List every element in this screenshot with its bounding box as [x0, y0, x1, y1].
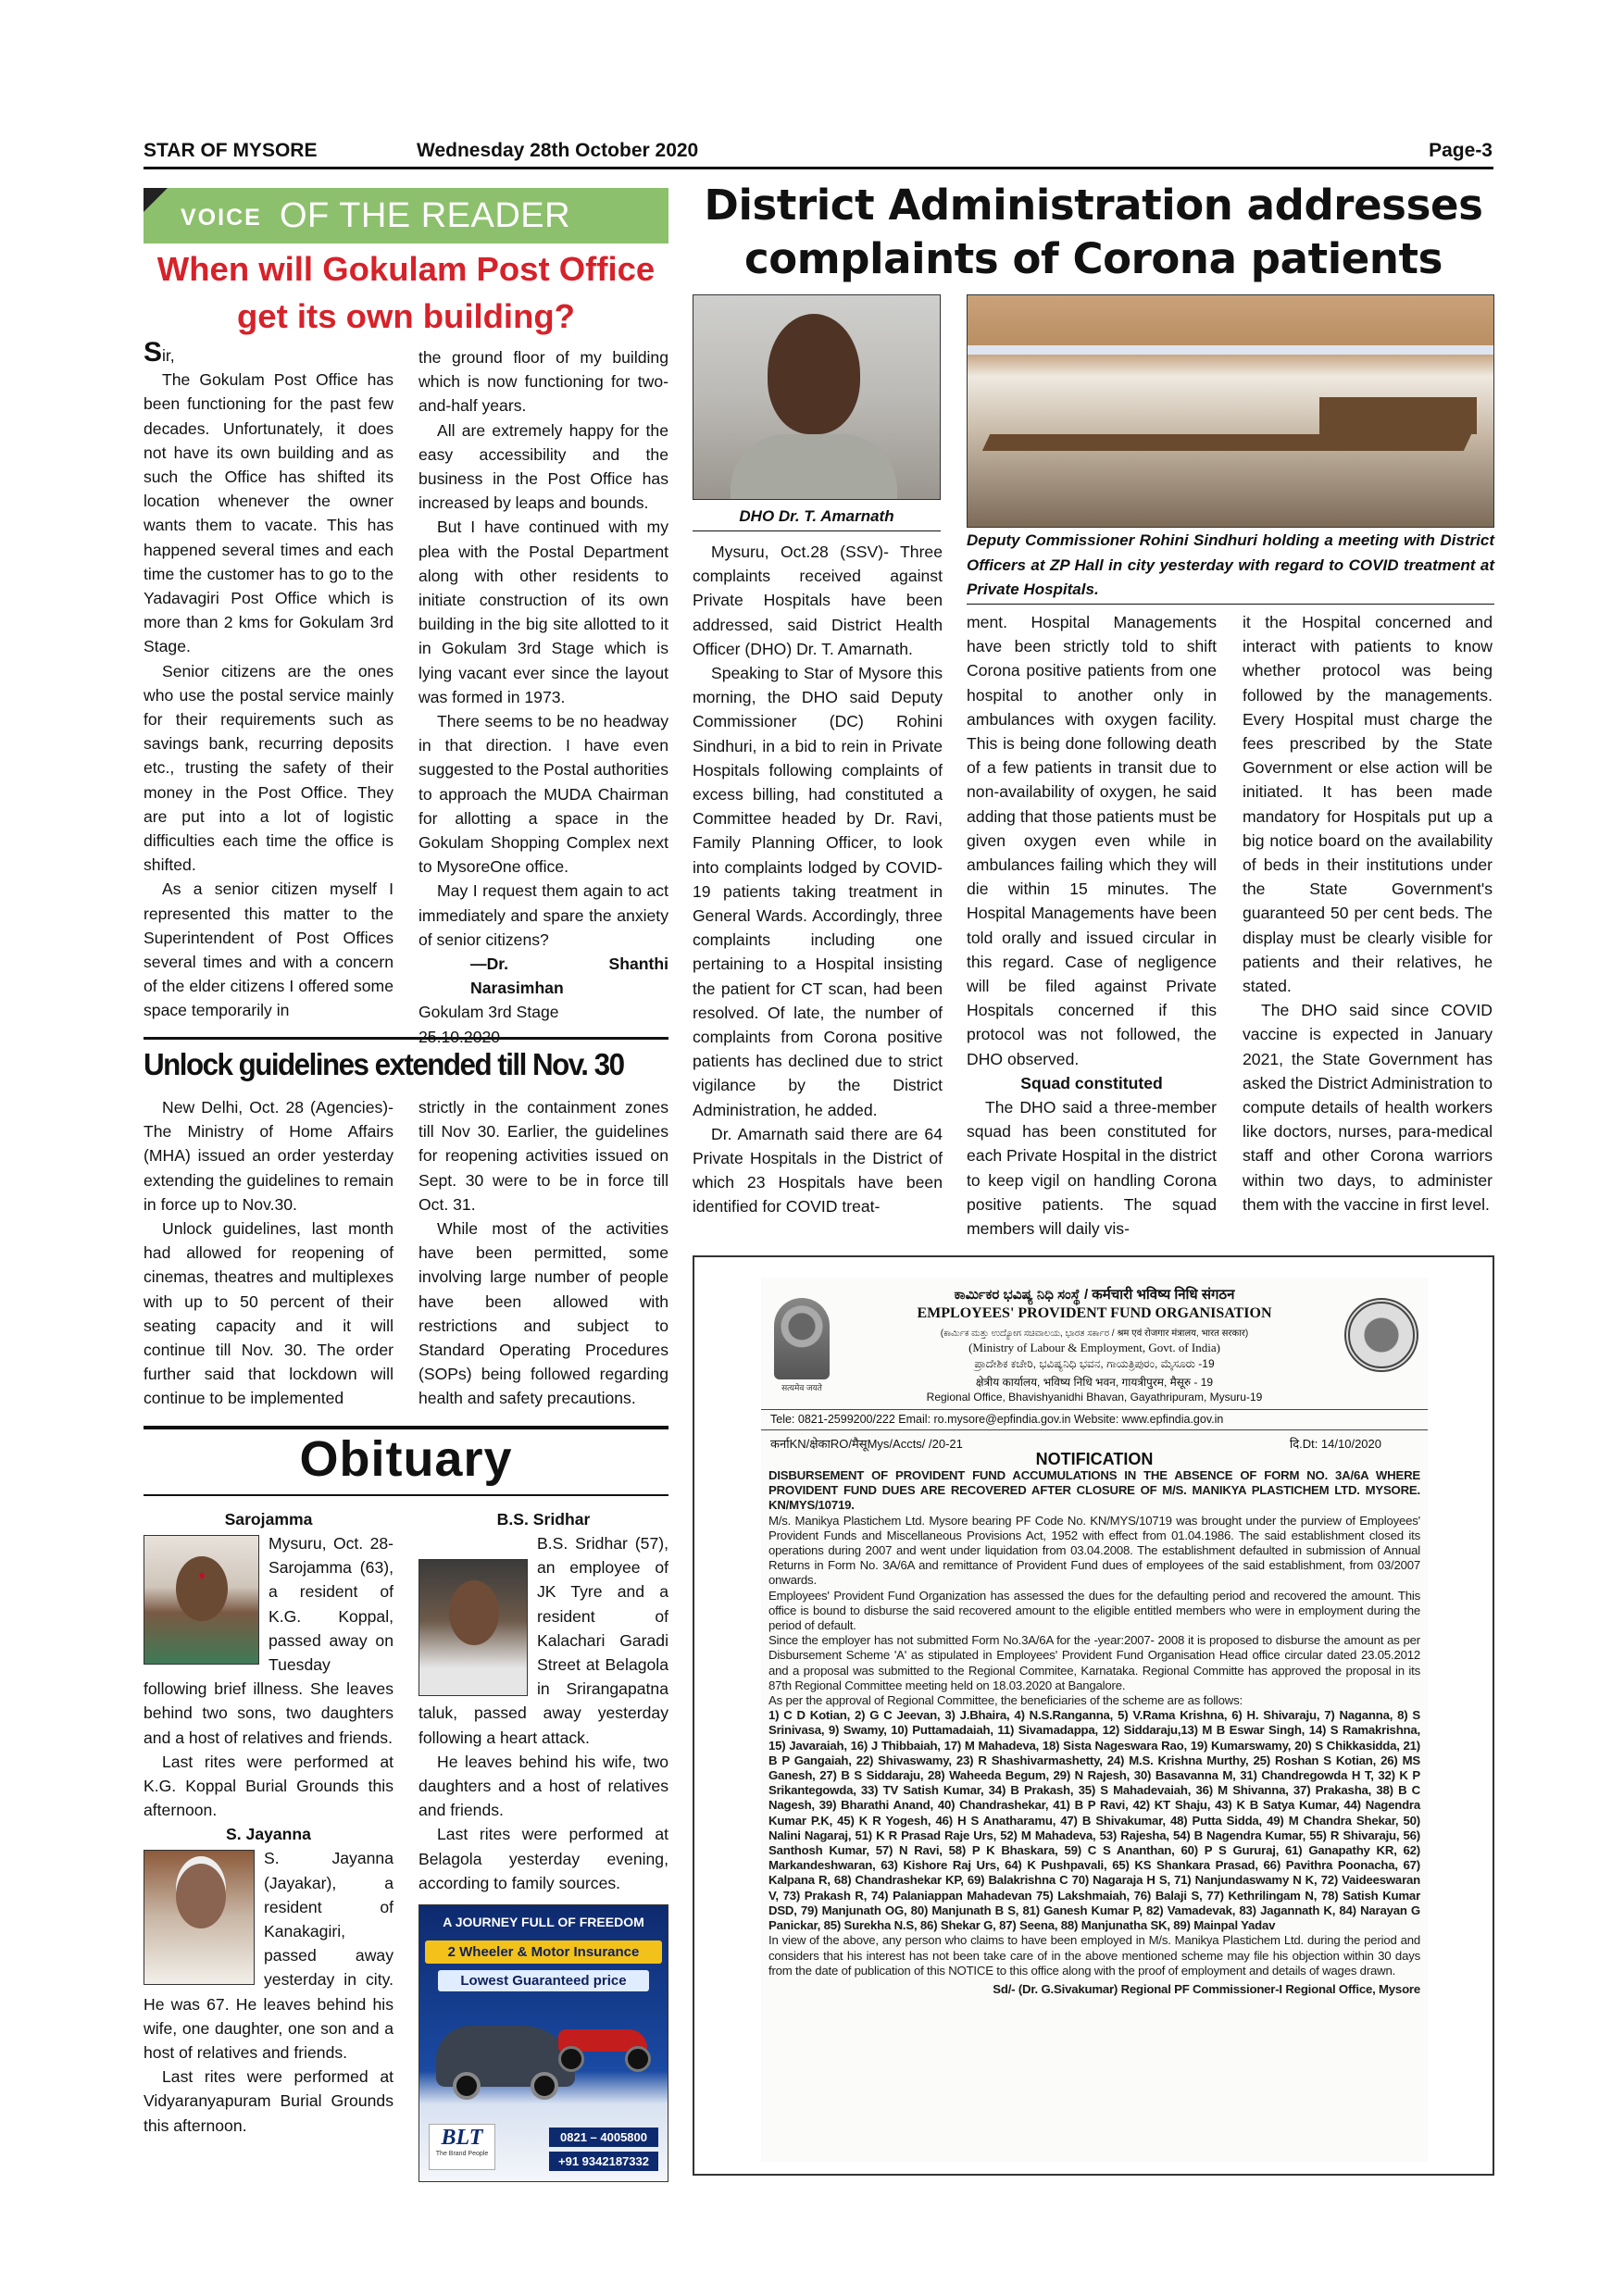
notice-ministry-native: (ಕಾರ್ಮಿಕ ಮತ್ತು ಉದ್ಯೋಗ ಸಚಿವಾಲಯ, ಭಾರತ ಸರ್ಕಾರ / श्रम एवं रोजगार मंत्रालय, भारत सरकार) — [940, 1329, 1249, 1339]
main-column-1 — [693, 540, 943, 1219]
notice-date: दि.Dt: 14/10/2020 — [1289, 1437, 1381, 1451]
emblem-icon — [774, 1298, 830, 1379]
main-c1-p2: Speaking to Star of Mysore this morning, the DHO said Deputy Commissioner (DC) Rohini Sindhuri, in a bid to rein in Private Hospitals following complaints of excess billing, had constituted a Committee headed by Dr. Ravi, Family Planning Officer, to look into complaints lodged by COVID-19 patients taking treatment in General Wards. Accordingly, three complaints including one pertaining to a Hospital insisting the patient for CT scan, had been resolved. Of late, the number of complaints from Corona positive patients has declined due to strict vigilance by the District Administration, he added. — [693, 664, 943, 1119]
notice-mid-rule — [761, 1429, 1428, 1430]
notice-para-1: M/s. Manikya Plastichem Ltd. Mysore bearing PF Code No. KN/MYS/10719 was brought under the purview of Employees' Provident Funds and Miscellaneous Provisions Act, 1952 with effect from 01.04.1986. The said establishment closed its operations during 2007 and went under liquidation from 03.04.2008. The establishment defaulted in submission of Annual Returns in Form No. 3A/6A and remittance of Provident Fund dues of employees of the said establishment, from 03/2007 onwards. — [768, 1513, 1420, 1588]
voice-c2-p0: the ground floor of my building which is now functioning for two-and-half years. — [418, 348, 668, 416]
notice-beneficiaries: 1) C D Kotian, 2) G C Jeevan, 3) J.Bhaira, 4) N.S.Ranganna, 5) V.Rama Krishna, 6) H. Shivaraju, 7) Naganna, 8) S Srinivasa, 9) Swamy, 10) Puttamadaiah, 11) Sivamadappa, 12) Siddaraju,13) M B Eswar Singh, 14) S Ramakrishna, 15) Javaraiah, 16) J Thibbaiah, 17) M Mahadeva, 18) Sista Nageswara Rao, 19) Kumarswamy, 20) S Chikkasidda, 21) B P Gangaiah, 22) Shivaswamy, 23) R Shashivarmashetty, 24) M.S. Krishna Murthy, 25) Roshan S Kotian, 26) MS Ganesh, 27) B S Siddaraju, 28) Waheeda Begum, 29) N Rajesh, 30) Basavanna M, 31) Chandregowda H T, 32) K P Srikantegowda, 33) TV Satish Kumar, 34) B Prakash, 35) S Mahadevaiah, 36) M Shivanna, 37) Prakasha, 38) B C Nagesh, 39) Bharathi Anand, 40) Chandrashekar, 41) B P Ravi, 42) KT Shaju, 43) K B Satya Kumar, 44) Nagendra Kumar P.K, 45) K R Yogesh, 46) H S Anatharamu, 47) B Shivakumar, 48) Putta Sidda, 49) M Chandra Shekar, 50) Nalini Nagaraj, 51) K R Prasad Raje Urs, 52) M Mahadeva, 53) Rajesha, 54) B Nagendra Kumar, 55) R Shivaraju, 56) Santhosh Kumar, 57) N Ravi, 58) P K Bhaskara, 59) C S Ananthan, 60) P S Gururaj, 61) Ganapathy KR, 62) Markandeshwaran, 63) Kishore Raj Urs, 64) K Pushpavali, 65) KS Shankara Prasad, 66) Pavithra Poonacha, 67) Kalpana R, 68) Chandrashekar KP, 69) Balakrishna C 70) Nagaraja H S, 71) Nanjundaswamy N K, 72) Vaideeswaran V, 73) Prakash R, 74) Palaniappan Mahadevan 75) Lakshmaiah, 76) Balaji S, 77) Kethrilingam N, 78) Satish Kumar DSD, 79) Manjunath OG, 80) Manjunath B S, 81) Ganesh Kumar P, 82) Vamadevak, 83) Jagannath K, 84) Narayan G Panickar, 85) Surekha N.S, 86) Shekar G, 87) Seena, 88) Manjunatha SK, 89) Mainpal Yadav — [768, 1708, 1420, 1933]
unlock-c1-p1: New Delhi, Oct. 28 (Agencies)- The Ministry of Home Affairs (MHA) issued an order yesterday extending the guidelines to remain in force up to Nov.30. — [144, 1098, 394, 1214]
notice-kannada-hindi: ಕಾರ್ಮಿಕರ ಭವಿಷ್ಯ ನಿಧಿ ಸಂಸ್ಥೆ / कर्मचारी भविष्य निधि संगठन — [954, 1287, 1235, 1303]
obituary-top-rule — [144, 1426, 668, 1429]
unlock-c2-p0: strictly in the containment zones till Nov 30. Earlier, the guidelines for reopening activities issued on Sept. 30 were to be in force till Oct. 31. — [418, 1098, 668, 1214]
obit-sridhar-rites: Last rites were performed at Belagola yesterday evening, according to family sources. — [418, 1825, 668, 1892]
obit-name-jayanna: S. Jayanna — [226, 1825, 311, 1844]
obit-sridhar-family: He leaves behind his wife, two daughters and a host of relatives and friends. — [418, 1752, 668, 1820]
notice-ref: कर्नाKN/क्षेकाRO/मैसूMys/Accts/ /20-21 — [770, 1437, 963, 1451]
voice-headline — [134, 245, 678, 340]
notice-para-5: In view of the above, any person who claims to have been employed in M/s. Manikya Plastichem Ltd. during the period and considers that his interest has not been take care of in the above mentioned scheme may file his objection within 30 days from the date of publication of this NOTICE to this office along with the proof of employment and details of wages drawn. — [768, 1933, 1420, 1978]
obit-jayanna-text: S. Jayanna (Jayakar), a resident of Kanakagiri, passed away yesterday in city. He was 67. He leaves behind his wife, one daughter, one son and a host of relatives and friends. — [144, 1849, 394, 2063]
notice-office: Regional Office, Bhavishyanidhi Bhavan, Gayathripuram, Mysuru-19 — [926, 1391, 1263, 1404]
notice-top-rule — [761, 1409, 1428, 1410]
obit-photo-sarojamma — [144, 1535, 259, 1665]
unlock-c1-p2: Unlock guidelines, last month had allowed for reopening of cinemas, theatres and multiplexes with up to 50 percent of their seating capacity and it will continue till Nov. 30. The order further said that lockdown will continue to be implemented — [144, 1219, 394, 1408]
voice-column-2 — [418, 345, 668, 1049]
obituary-title: Obituary — [299, 1431, 513, 1487]
voice-salutation — [144, 337, 394, 368]
main-column-3 — [1243, 610, 1493, 1217]
main-headline-line-1: District Administration addresses — [704, 181, 1483, 230]
obit-sarojamma-text: Mysuru, Oct. 28- Sarojamma (63), a resident of K.G. Koppal, passed away on Tuesday following brief illness. She leaves behind two sons, two daughters and a host of relatives and friends. — [144, 1534, 394, 1747]
voice-c1-p1: The Gokulam Post Office has been functioning for the past few decades. Unfortunately, it does not have its own building and as such the Office has shifted its location whenever the owner wants them to vacate. This has happened several times and each time the customer has to go to the Yadavagiri Post Office which is more than 2 kms for Gokulam 3rd Stage. — [144, 370, 394, 656]
voice-dropcap: S — [144, 337, 163, 368]
voice-headline-line-2: get its own building? — [237, 297, 575, 335]
unlock-column-2 — [418, 1095, 668, 1411]
notice-contact: Tele: 0821-2599200/222 Email: ro.mysore@epfindia.gov.in Website: www.epfindia.gov.in — [770, 1413, 1224, 1426]
main-c1-p3: Dr. Amarnath said there are 64 Private Hospitals in the District of which 23 Hospitals have been identified for COVID treat- — [693, 1124, 943, 1217]
voice-signature: —Dr. Shanthi Narasimhan — [470, 955, 668, 998]
epfo-logo-icon — [1344, 1298, 1418, 1372]
obituary-column-2 — [418, 1507, 668, 1895]
voice-c2-p1: All are extremely happy for the easy accessibility and the business in the Post Office has increased by leaps and bounds. — [418, 420, 668, 513]
voice-c2-p4: May I request them again to act immediately and spare the anxiety of senior citizens? — [418, 881, 668, 949]
voice-salutation-text: ir, — [162, 346, 175, 365]
meeting-caption: Deputy Commissioner Rohini Sindhuri holding a meeting with District Officers at ZP Hall in city yesterday with regard to COVID treatment at Private Hospitals. — [967, 531, 1494, 598]
voice-column-1 — [144, 337, 394, 1023]
obituary-column-1 — [144, 1507, 394, 2138]
voice-c1-p3: As a senior citizen myself I represented this matter to the Superintendent of Post Offices several times and with a concern of the elder citizens I offered some space temporarily in — [144, 880, 394, 1020]
obit-name-sridhar: B.S. Sridhar — [496, 1510, 591, 1529]
main-c1-p1: Mysuru, Oct.28 (SSV)- Three complaints received against Private Hospitals have been addressed, said District Health Officer (DHO) Dr. T. Amarnath. — [693, 543, 943, 658]
ad-line-1: A JOURNEY FULL OF FREEDOM — [443, 1915, 644, 1929]
dho-caption: DHO Dr. T. Amarnath — [739, 507, 894, 525]
main-c3-p0: it the Hospital concerned and interact with patients to know whether protocol was being followed by the managements. Every Hospital must charge the fees prescribed by the State Government or else action will be initiated. It has been made mandatory for Hospitals put up a big notice board on the availability of beds in their institutions under the State Government's guaranteed 50 per cent beds. The display must be clearly visible for patients and their relatives, he stated. — [1243, 613, 1493, 996]
voice-banner-rest: OF THE READER — [280, 196, 571, 235]
main-c2-p1: The DHO said a three-member squad has been constituted for each Private Hospital in the district to keep vigil on handling Corona positive patients. The squad members will daily vis- — [967, 1098, 1217, 1239]
ad-line-2: 2 Wheeler & Motor Insurance — [425, 1940, 662, 1964]
notice-para-4: As per the approval of Regional Committee, the beneficiaries of the scheme are as follows: — [768, 1693, 1243, 1708]
notice-ministry: (Ministry of Labour & Employment, Govt. of India) — [968, 1341, 1220, 1354]
notice-org: EMPLOYEES' PROVIDENT FUND ORGANISATION — [917, 1305, 1272, 1321]
obit-photo-sridhar — [418, 1559, 528, 1696]
obit-jayanna-rites: Last rites were performed at Vidyaranyapuram Burial Grounds this afternoon. — [144, 2067, 394, 2135]
main-column-2 — [967, 610, 1217, 1241]
voice-c2-p3: There seems to be no headway in that direction. I have even suggested to the Postal authorities to approach the MUDA Chairman for allotting a space in the Gokulam Shopping Complex next to MysoreOne office. — [418, 712, 668, 877]
voice-banner-voice: VOICE — [181, 205, 262, 231]
unlock-c2-p1: While most of the activities have been permitted, some involving large number of people have been allowed with restrictions and subject to Standard Operating Procedures (SOPs) being followed regarding health and safety precautions. — [418, 1219, 668, 1408]
ad-phone-1[interactable]: 0821 – 4005800 — [549, 2128, 658, 2147]
voice-bottom-rule — [144, 1037, 668, 1040]
obit-sarojamma-rites: Last rites were performed at K.G. Koppal Burial Grounds this afternoon. — [144, 1752, 394, 1820]
unlock-headline: Unlock guidelines extended till Nov. 30 — [144, 1047, 624, 1081]
voice-banner — [144, 188, 668, 243]
voice-c1-p2: Senior citizens are the ones who use the postal service mainly for their requirements such as savings bank, recurring deposits etc., trusting the safety of their money in the Post Office. They are put into a lot of logistic difficulties each time the office is shifted. — [144, 661, 394, 875]
unlock-column-1 — [144, 1095, 394, 1411]
voice-headline-line-1: When will Gokulam Post Office — [156, 250, 656, 288]
meeting-caption-rule — [967, 604, 1494, 605]
obituary-title-rule — [144, 1494, 668, 1496]
emblem-caption: सत्यमेव जयते — [781, 1383, 822, 1392]
main-subhead: Squad constituted — [1020, 1073, 1163, 1092]
notice-signed: Sd/- (Dr. G.Sivakumar) Regional PF Commissioner-I Regional Office, Mysore — [993, 1981, 1420, 1996]
main-c3-p1: The DHO said since COVID vaccine is expected in January 2021, the State Government has asked the District Administration to compute details of health workers like doctors, nurses, para-medical staff and other Corona warriors within two days, to administer them with the vaccine in first level. — [1243, 1001, 1493, 1214]
masthead-date: Wednesday 28th October 2020 — [417, 140, 699, 161]
notice-office-kannada: ಪ್ರಾದೇಶಿಕ ಕಚೇರಿ, ಭವಿಷ್ಯನಿಧಿ ಭವನ, ಗಾಯತ್ರಿಪುರಂ, ಮೈಸೂರು -19 — [974, 1357, 1215, 1370]
ad-logo-text: BLT — [441, 2126, 483, 2150]
obit-name-sarojamma: Sarojamma — [224, 1510, 313, 1529]
notice-para-2: Employees' Provident Fund Organization has assessed the dues for the defaulting period and recovered the amount. This office is bound to disburse the said recovered amount to the eligible entitled members who were in employment during the period of default. — [768, 1588, 1420, 1633]
voice-c2-p2: But I have continued with my plea with the Postal Department along with other residents to initiate construction of its own building in the big site allotted to it in Gokulam 3rd Stage which is lying vacant ever since the layout was formed in 1973. — [418, 518, 668, 706]
main-c2-p0: ment. Hospital Managements have been strictly told to shift Corona positive patients from one hospital to another only in ambulances with oxygen facility. This is being done following death of a few patients in transit due to non-availability of oxygen, he said adding that those patients must be given oxygen even while in ambulances failing which they will die within 15 minutes. The Hospital Managements have been told orally and issued circular in this regard. Case of negligence will be filed against Private Hospitals concerned if this protocol was not followed, the DHO observed. — [967, 613, 1217, 1068]
notice-title: NOTIFICATION — [1035, 1450, 1154, 1468]
main-headline — [690, 179, 1497, 286]
obit-photo-jayanna — [144, 1850, 255, 1985]
header-rule — [144, 167, 1493, 169]
main-headline-line-2: complaints of Corona patients — [744, 234, 1443, 283]
ad-phone-2[interactable]: +91 9342187332 — [549, 2152, 658, 2171]
epfo-notice — [761, 1278, 1428, 2162]
ad-car-icon — [436, 2026, 575, 2087]
obit-sridhar-text: B.S. Sridhar (57), an employee of JK Tyre and a resident of Kalachari Garadi Street at Belagola in Srirangapatna taluk, passed away yesterday following a heart attack. — [418, 1534, 668, 1747]
voice-sig-place: Gokulam 3rd Stage — [418, 1003, 559, 1022]
ad-line-3: Lowest Guaranteed price — [438, 1970, 649, 1991]
notice-para-3: Since the employer has not submitted Form No.3A/6A for the -year:2007- 2008 it is proposed to disburse the amount as per Disbursement Scheme 'A' as stipulated in Employees' Provident Fund Organisation Head office circular dated 23.05.2012 and a proposal was submitted to the Regional Commitee, Karnataka. Regional Committe has approved the proposal in its 87th Regional Committee meeting held on 18.03.2020 at Bangalore. — [768, 1633, 1420, 1692]
ad-logo — [429, 2124, 495, 2170]
meeting-photo — [967, 294, 1494, 528]
notice-subject: DISBURSEMENT OF PROVIDENT FUND ACCUMULATIONS IN THE ABSENCE OF FORM NO. 3A/6A WHERE PROVIDENT FUND DUES ARE RECOVERED AFTER CLOSURE OF M/S. MANIKYA PLASTICHEM LTD. MYSORE. KN/MYS/10719. — [768, 1468, 1420, 1513]
ad-logo-sub: The Brand People — [435, 2151, 489, 2157]
insurance-ad[interactable] — [418, 1904, 668, 2182]
masthead-paper-name: STAR OF MYSORE — [144, 140, 318, 161]
notice-body — [768, 1468, 1420, 1997]
dho-photo — [693, 294, 941, 500]
ad-motorbike-icon — [558, 2016, 651, 2072]
page-number: Page-3 — [1429, 140, 1493, 161]
dho-caption-rule — [693, 530, 941, 531]
notice-office-hindi: क्षेत्रीय कार्यालय, भविष्य निधि भवन, गायत्रीपुरम, मैसूरु - 19 — [975, 1376, 1214, 1389]
